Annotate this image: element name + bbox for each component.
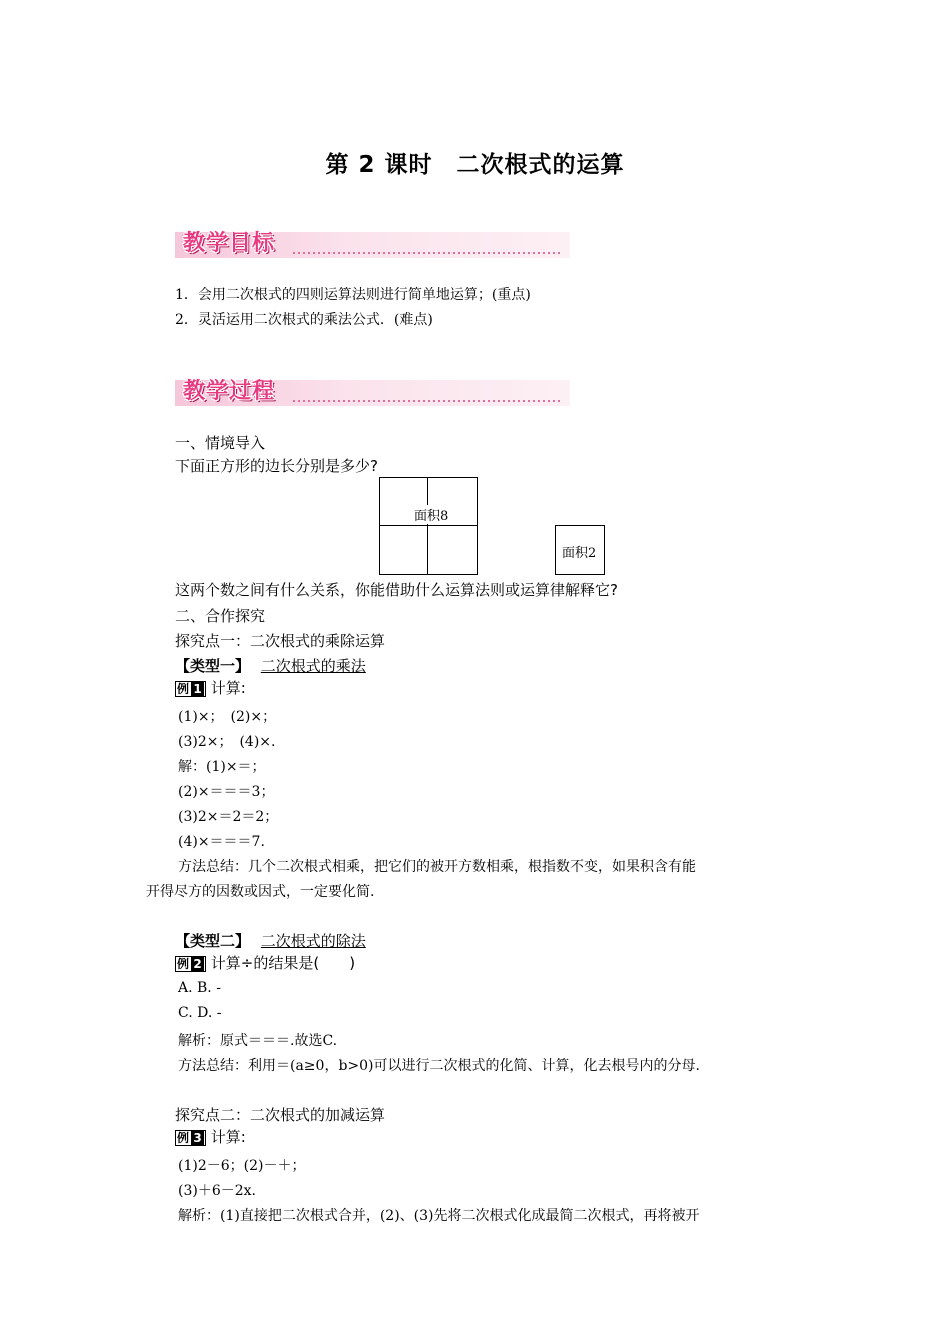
section1-heading: 一、情境导入 [175,434,266,452]
example3-prompt: 计算: [210,1128,246,1146]
example1-line: (1)×； (2)×； [178,709,277,725]
big-square-label: 面积8 [413,505,449,524]
example1-method-summary: 方法总结：几个二次根式相乘，把它们的被开方数相乘，根指数不变，如果积含有能 [178,859,696,875]
section2-heading: 二、合作探究 [175,607,266,625]
example-badge: 例 2 [175,956,206,972]
example1-solution: 解：(1)×＝； [178,759,266,775]
example2-prompt-line [175,952,355,973]
example1-line: (3)2×； (4)×. [178,734,276,750]
type1-bracket: 【类型一】 [175,657,251,675]
type2-heading [175,930,366,951]
big-square [379,477,478,575]
goal-item: 2．灵活运用二次根式的乘法公式．(难点) [175,312,433,328]
example3-line: (3)＋6－2x. [178,1183,256,1199]
goal-item: 1．会用二次根式的四则运算法则进行简单地运算；(重点) [175,287,531,303]
example3-prompt-line [175,1126,246,1147]
example2-prompt: 计算÷的结果是( ) [210,954,356,972]
example-badge: 例 1 [175,681,206,697]
type1-heading [175,655,366,676]
type1-name: 二次根式的乘法 [260,657,366,675]
example3-analysis: 解析：(1)直接把二次根式合并，(2)、(3)先将二次根式化成最简二次根式，再将被开 [178,1208,700,1224]
big-square-horizontal-divider [379,525,477,526]
banner-process-label: 教学过程 [183,379,276,404]
small-square-label: 面积2 [562,546,597,561]
point1-heading: 探究点一：二次根式的乘除运算 [175,632,386,650]
example2-method-summary: 方法总结：利用＝(a≥0，b>0)可以进行二次根式的化简、计算，化去根号内的分母. [178,1058,700,1074]
type2-name: 二次根式的除法 [260,932,366,950]
example-badge: 例 3 [175,1130,206,1146]
banner-goals-label: 教学目标 [183,231,276,256]
type2-bracket: 【类型二】 [175,932,251,950]
example1-solution: (3)2×＝2＝2； [178,809,279,825]
banner-teaching-process [175,376,570,408]
example2-analysis: 解析：原式＝＝＝.故选C. [178,1033,338,1049]
example1-prompt-line [175,677,246,698]
example2-options: C. D. - [178,1005,222,1021]
example1-solution: (4)×＝＝＝7. [178,834,265,850]
example1-prompt: 计算: [210,679,246,697]
example1-method-summary: 开得尽方的因数或因式，一定要化简. [146,884,375,900]
example3-line: (1)2－6；(2)－＋； [178,1158,306,1174]
section1-followup: 这两个数之间有什么关系，你能借助什么运算法则或运算律解释它? [175,581,618,599]
banner-teaching-goals [175,228,570,260]
point2-heading: 探究点二：二次根式的加减运算 [175,1106,386,1124]
page-title: 第 2 课时 二次根式的运算 [325,152,625,178]
section1-question: 下面正方形的边长分别是多少? [175,457,378,475]
example2-options: A. B. - [178,980,221,996]
example1-solution: (2)×＝＝＝3； [178,784,275,800]
